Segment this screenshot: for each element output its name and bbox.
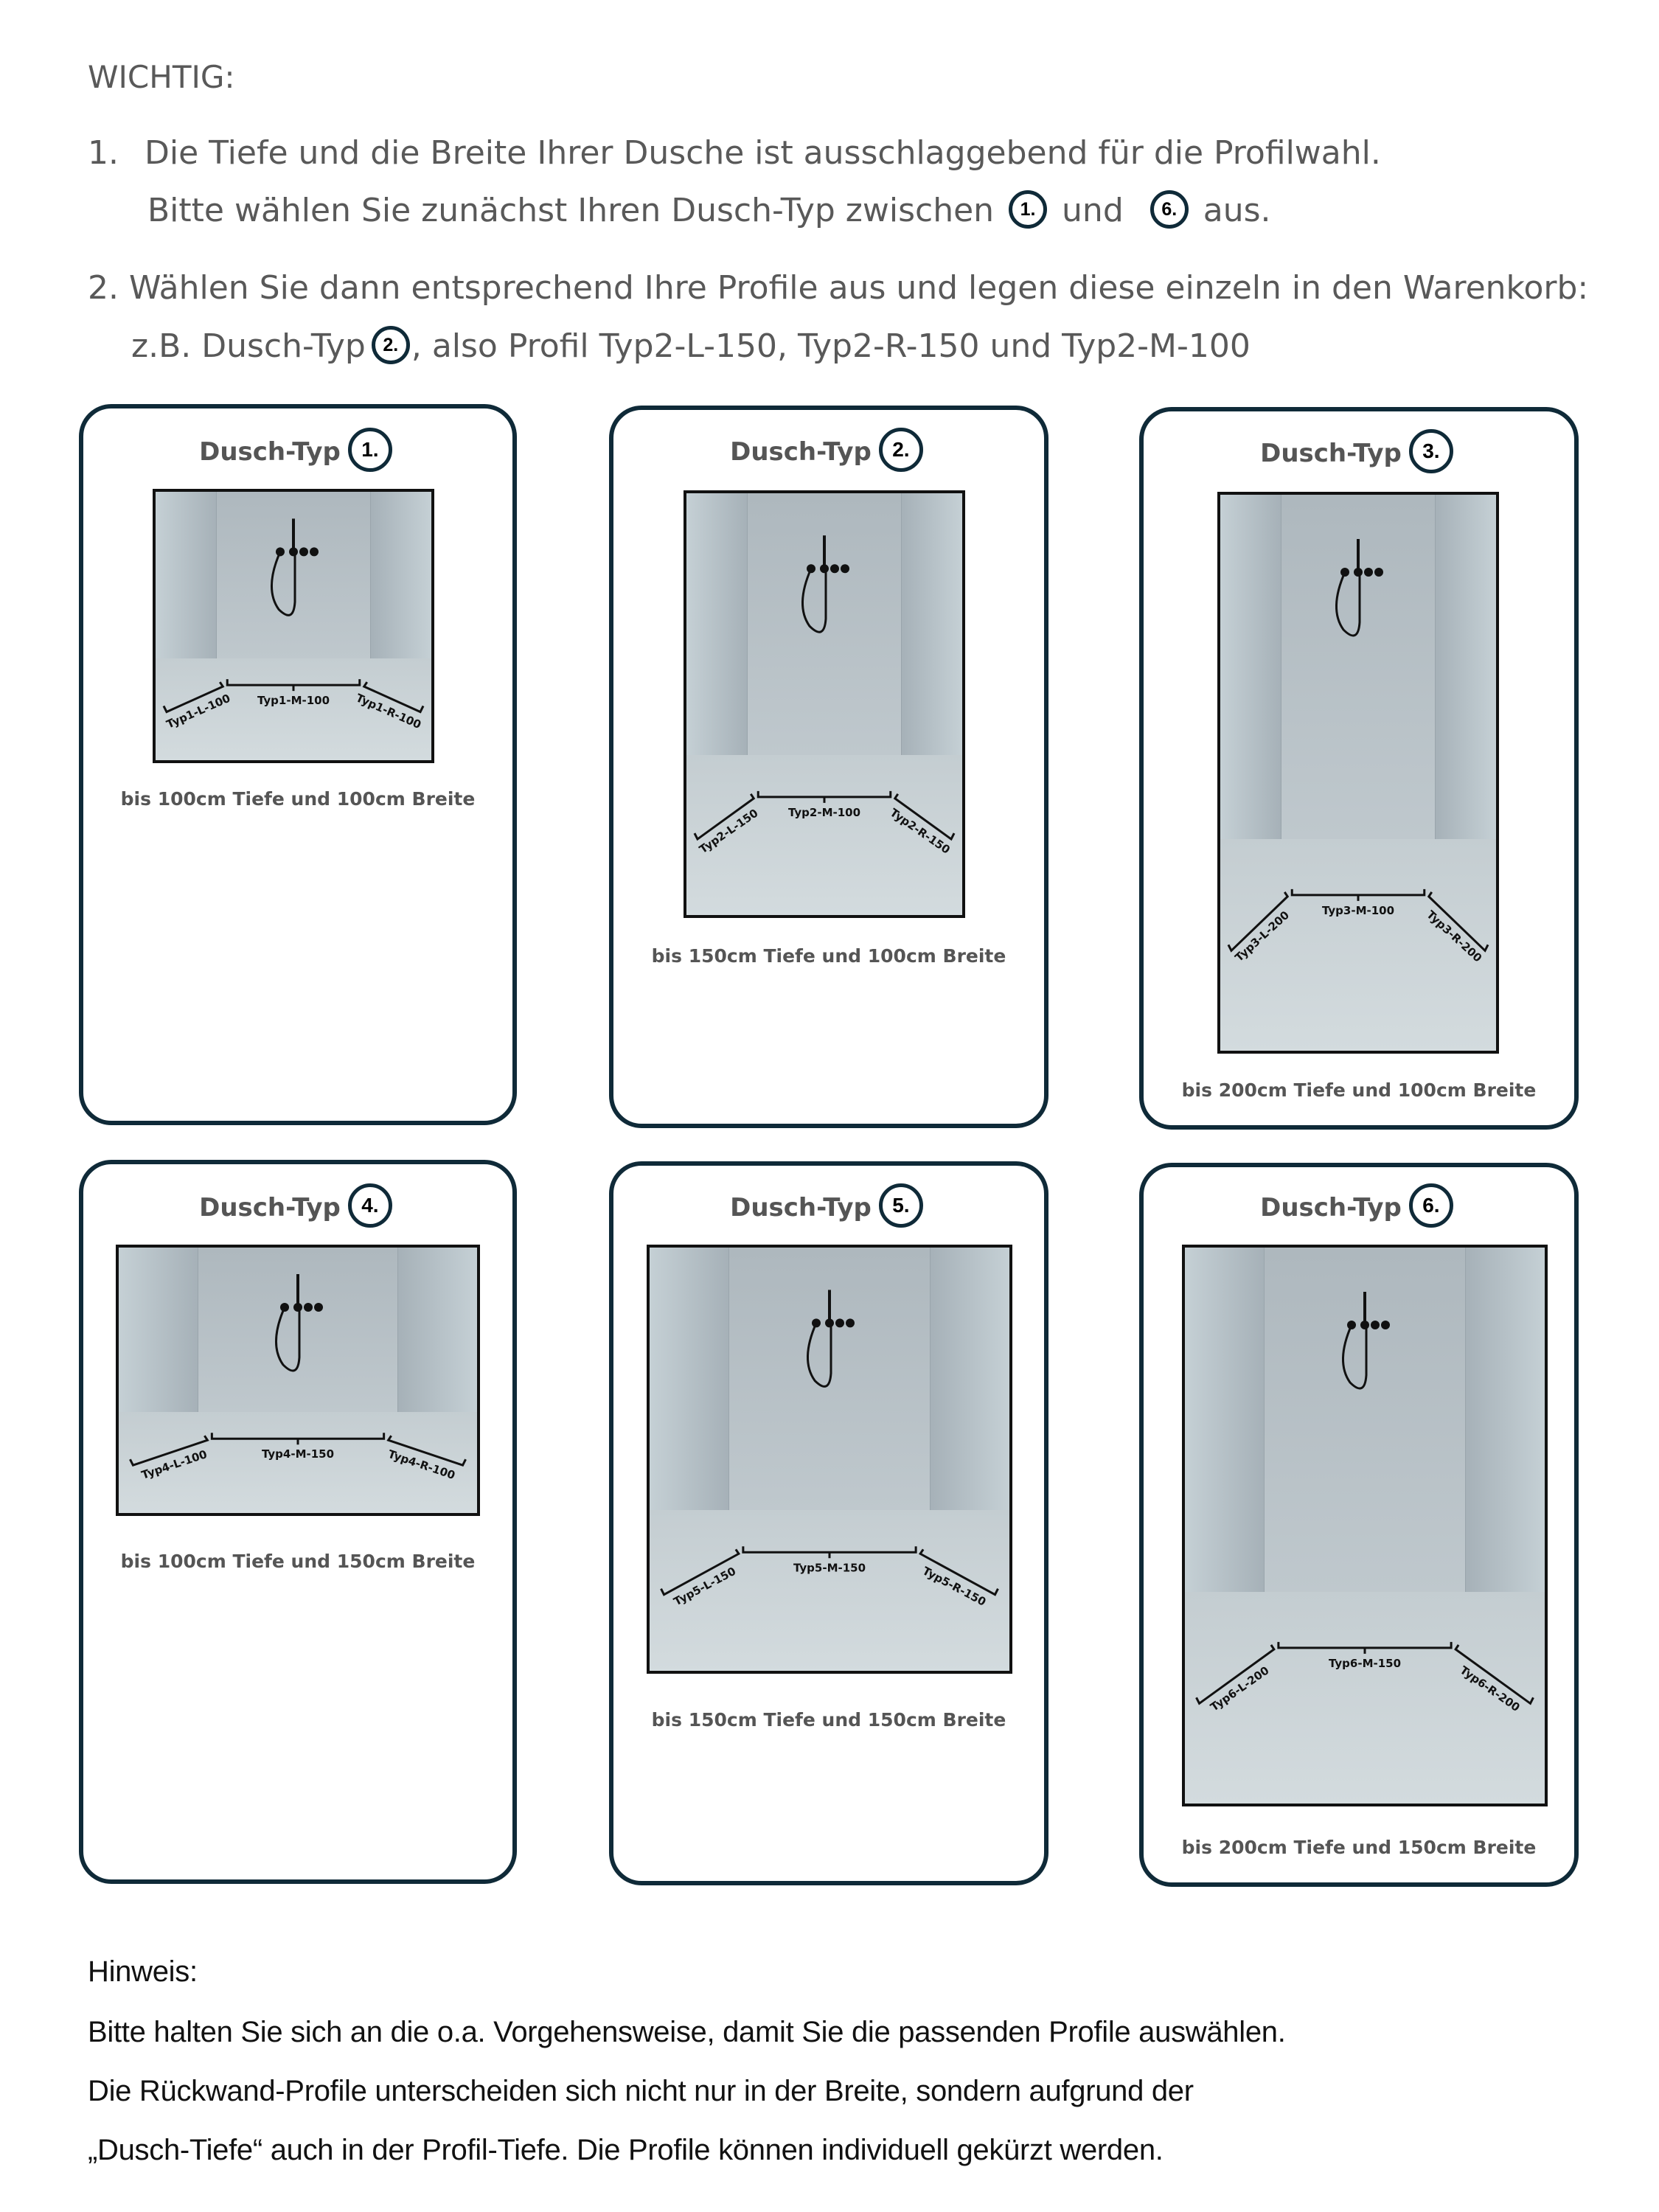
badge-type-2: 2. [372,326,410,364]
profile-label-left: Typ4-L-100 [139,1447,209,1482]
type-badge: 4. [348,1183,392,1228]
card-caption: bis 200cm Tiefe und 150cm Breite [1181,1837,1537,1858]
shower-type-card-2[interactable] [609,406,1048,1128]
card-caption: bis 150cm Tiefe und 150cm Breite [651,1709,1006,1731]
card-title: Dusch-Typ 2. [613,431,1044,475]
type-badge: 6. [1409,1183,1453,1228]
profile-label-middle: Typ4-M-150 [261,1447,335,1461]
profile-diagram [1185,1248,1545,1804]
profile-label-left: Typ6-L-200 [1208,1663,1272,1714]
profile-diagram [156,492,431,760]
profile-label-middle: Typ3-M-100 [1321,903,1395,917]
profile-label-right: Typ6-R-200 [1457,1663,1523,1715]
card-caption: bis 100cm Tiefe und 100cm Breite [120,788,476,810]
shower-type-card-4[interactable] [79,1160,517,1884]
shower-illustration [153,489,434,763]
badge-type-6: 6. [1150,190,1189,229]
card-title: Dusch-Typ 1. [83,431,512,475]
type-badge: 2. [879,428,923,472]
profile-label-right: Typ2-R-150 [887,805,953,857]
profile-label-left: Typ1-L-100 [164,691,233,731]
step2-line2-before: z.B. Dusch-Typ [131,327,366,365]
profile-label-left: Typ3-L-200 [1232,908,1292,964]
hint-line: „Dusch-Tiefe“ auch in der Profil-Tiefe. Die Profile können individuell gekürzt werden. [88,2134,1164,2166]
card-title: Dusch-Typ 5. [613,1186,1044,1231]
profile-label-right: Typ4-R-100 [386,1447,457,1483]
card-caption: bis 150cm Tiefe und 100cm Breite [651,945,1006,967]
step1-number: 1. [88,134,119,172]
profile-label-middle: Typ6-M-150 [1328,1656,1402,1670]
step2-line1: 2. Wählen Sie dann entsprechend Ihre Profile aus und legen diese einzeln in den Warenkorb: [88,269,1589,307]
profile-diagram [119,1248,477,1513]
profile-label-middle: Typ5-M-150 [793,1561,866,1575]
card-title: Dusch-Typ 6. [1144,1186,1574,1231]
shower-type-card-6[interactable] [1139,1163,1579,1887]
profile-label-right: Typ5-R-150 [920,1564,989,1609]
step1-line2-middle: und [1062,192,1124,229]
card-caption: bis 100cm Tiefe und 150cm Breite [120,1551,476,1572]
shower-type-card-3[interactable] [1139,407,1579,1130]
profile-label-middle: Typ1-M-100 [257,694,330,708]
important-heading: WICHTIG: [88,59,235,95]
badge-type-1: 1. [1009,190,1047,229]
card-title: Dusch-Typ 4. [83,1186,512,1231]
step1-line1: Die Tiefe und die Breite Ihrer Dusche ist ausschlaggebend für die Profilwahl. [145,134,1381,172]
shower-illustration [647,1245,1012,1674]
profile-label-left: Typ5-L-150 [671,1564,738,1609]
type-badge: 1. [348,428,392,472]
type-badge: 3. [1409,429,1453,473]
type-badge: 5. [879,1183,923,1228]
hint-title: Hinweis: [88,1955,198,1988]
hint-line: Die Rückwand-Profile unterscheiden sich nicht nur in der Breite, sondern aufgrund der [88,2075,1194,2107]
step1-line2 [147,193,1271,232]
profile-diagram [650,1248,1009,1671]
step2-line2 [131,329,1251,367]
shower-illustration [116,1245,480,1516]
card-title: Dusch-Typ 3. [1144,432,1574,476]
profile-label-left: Typ2-L-150 [697,806,761,857]
profile-diagram [1220,495,1496,1051]
shower-illustration [1182,1245,1548,1806]
step1-line2-after: aus. [1203,192,1271,229]
step1-line2-before: Bitte wählen Sie zunächst Ihren Dusch-Typ zwischen [147,192,995,229]
hint-line: Bitte halten Sie sich an die o.a. Vorgehensweise, damit Sie die passenden Profile auswählen. [88,2016,1286,2048]
profile-label-middle: Typ2-M-100 [787,805,861,819]
profile-label-right: Typ3-R-200 [1424,908,1485,965]
shower-illustration [1217,492,1499,1054]
shower-type-card-5[interactable] [609,1161,1048,1885]
shower-type-card-1[interactable] [79,404,517,1125]
step2-line2-after: , also Profil Typ2-L-150, Typ2-R-150 und Typ2-M-100 [411,327,1251,365]
card-caption: bis 200cm Tiefe und 100cm Breite [1181,1079,1537,1101]
profile-diagram [686,493,962,915]
profile-label-right: Typ1-R-100 [353,691,423,732]
shower-illustration [684,490,965,918]
